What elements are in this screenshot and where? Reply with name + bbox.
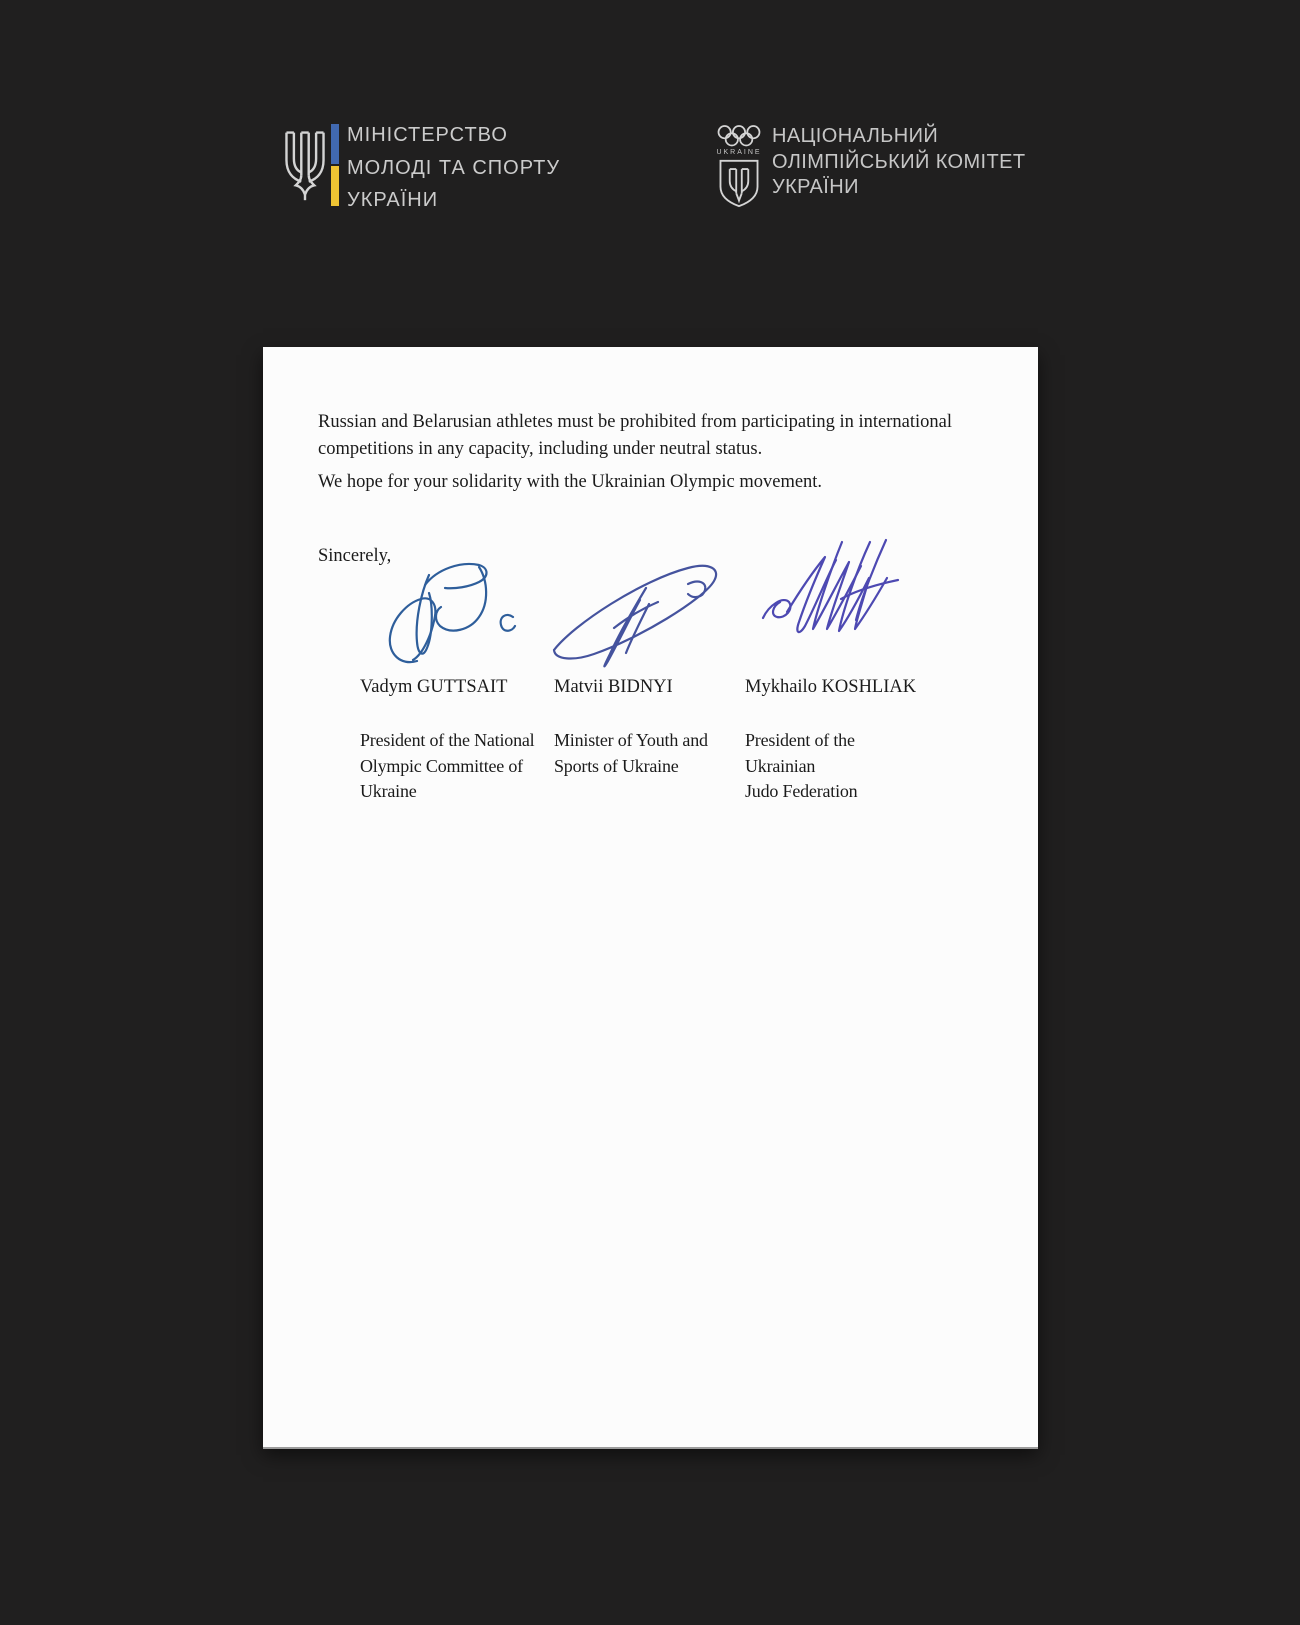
signer-title-guttsait: [360, 728, 534, 805]
signer-title-bidnyi: [554, 728, 708, 779]
ministry-line-2: МОЛОДІ ТА СПОРТУ: [347, 156, 561, 179]
letter-paragraph-1: [318, 409, 952, 463]
signature-bidnyi: [546, 554, 728, 672]
title-line: Olympic Committee of: [360, 755, 523, 776]
noc-line-3: УКРАЇНИ: [772, 176, 859, 198]
signer-name-koshliak: Mykhailo KOSHLIAK: [745, 677, 917, 697]
ministry-logo-text: [347, 119, 560, 217]
signer-name-bidnyi: Matvii BIDNYI: [554, 677, 673, 697]
shield-trident-icon: [717, 158, 761, 208]
paragraph-1-line-2: competitions in any capacity, including under neutral status.: [318, 439, 763, 459]
title-line: Judo Federation: [745, 781, 858, 801]
ministry-logo: [278, 124, 608, 219]
title-line: Ukrainian: [745, 755, 816, 776]
olympic-rings-icon: [716, 124, 762, 148]
ministry-line-1: МІНІСТЕРСТВО: [347, 124, 508, 146]
noc-ukraine-label: UKRAINE: [716, 149, 762, 156]
noc-line-2: ОЛІМПІЙСЬКИЙ КОМІТЕТ: [772, 150, 1026, 173]
noc-line-1: НАЦІОНАЛЬНИЙ: [772, 125, 939, 147]
signer-title-koshliak: [745, 728, 857, 805]
title-line: Minister of Youth and: [554, 730, 708, 750]
tryzub-icon: [280, 127, 330, 203]
noc-logo: [714, 120, 1044, 215]
letter-paragraph-2: We hope for your solidarity with the Ukrainian Olympic movement.: [318, 472, 823, 492]
title-line: Sports of Ukraine: [554, 755, 679, 776]
noc-logo-text: [772, 124, 1025, 201]
signer-name-guttsait: Vadym GUTTSAIT: [360, 677, 508, 697]
signature-koshliak: [757, 532, 915, 652]
title-line: President of the National: [360, 730, 535, 750]
ministry-line-3: УКРАЇНИ: [347, 189, 439, 211]
letter-page: [263, 347, 1038, 1447]
ukraine-flag-bar-icon: [331, 124, 339, 206]
paragraph-1-line-1: Russian and Belarusian athletes must be prohibited from participating in international: [318, 412, 952, 432]
letter-closing: Sincerely,: [318, 546, 392, 566]
title-line: President of the: [745, 730, 855, 750]
title-line: Ukraine: [360, 781, 417, 801]
signature-guttsait: [373, 559, 525, 671]
